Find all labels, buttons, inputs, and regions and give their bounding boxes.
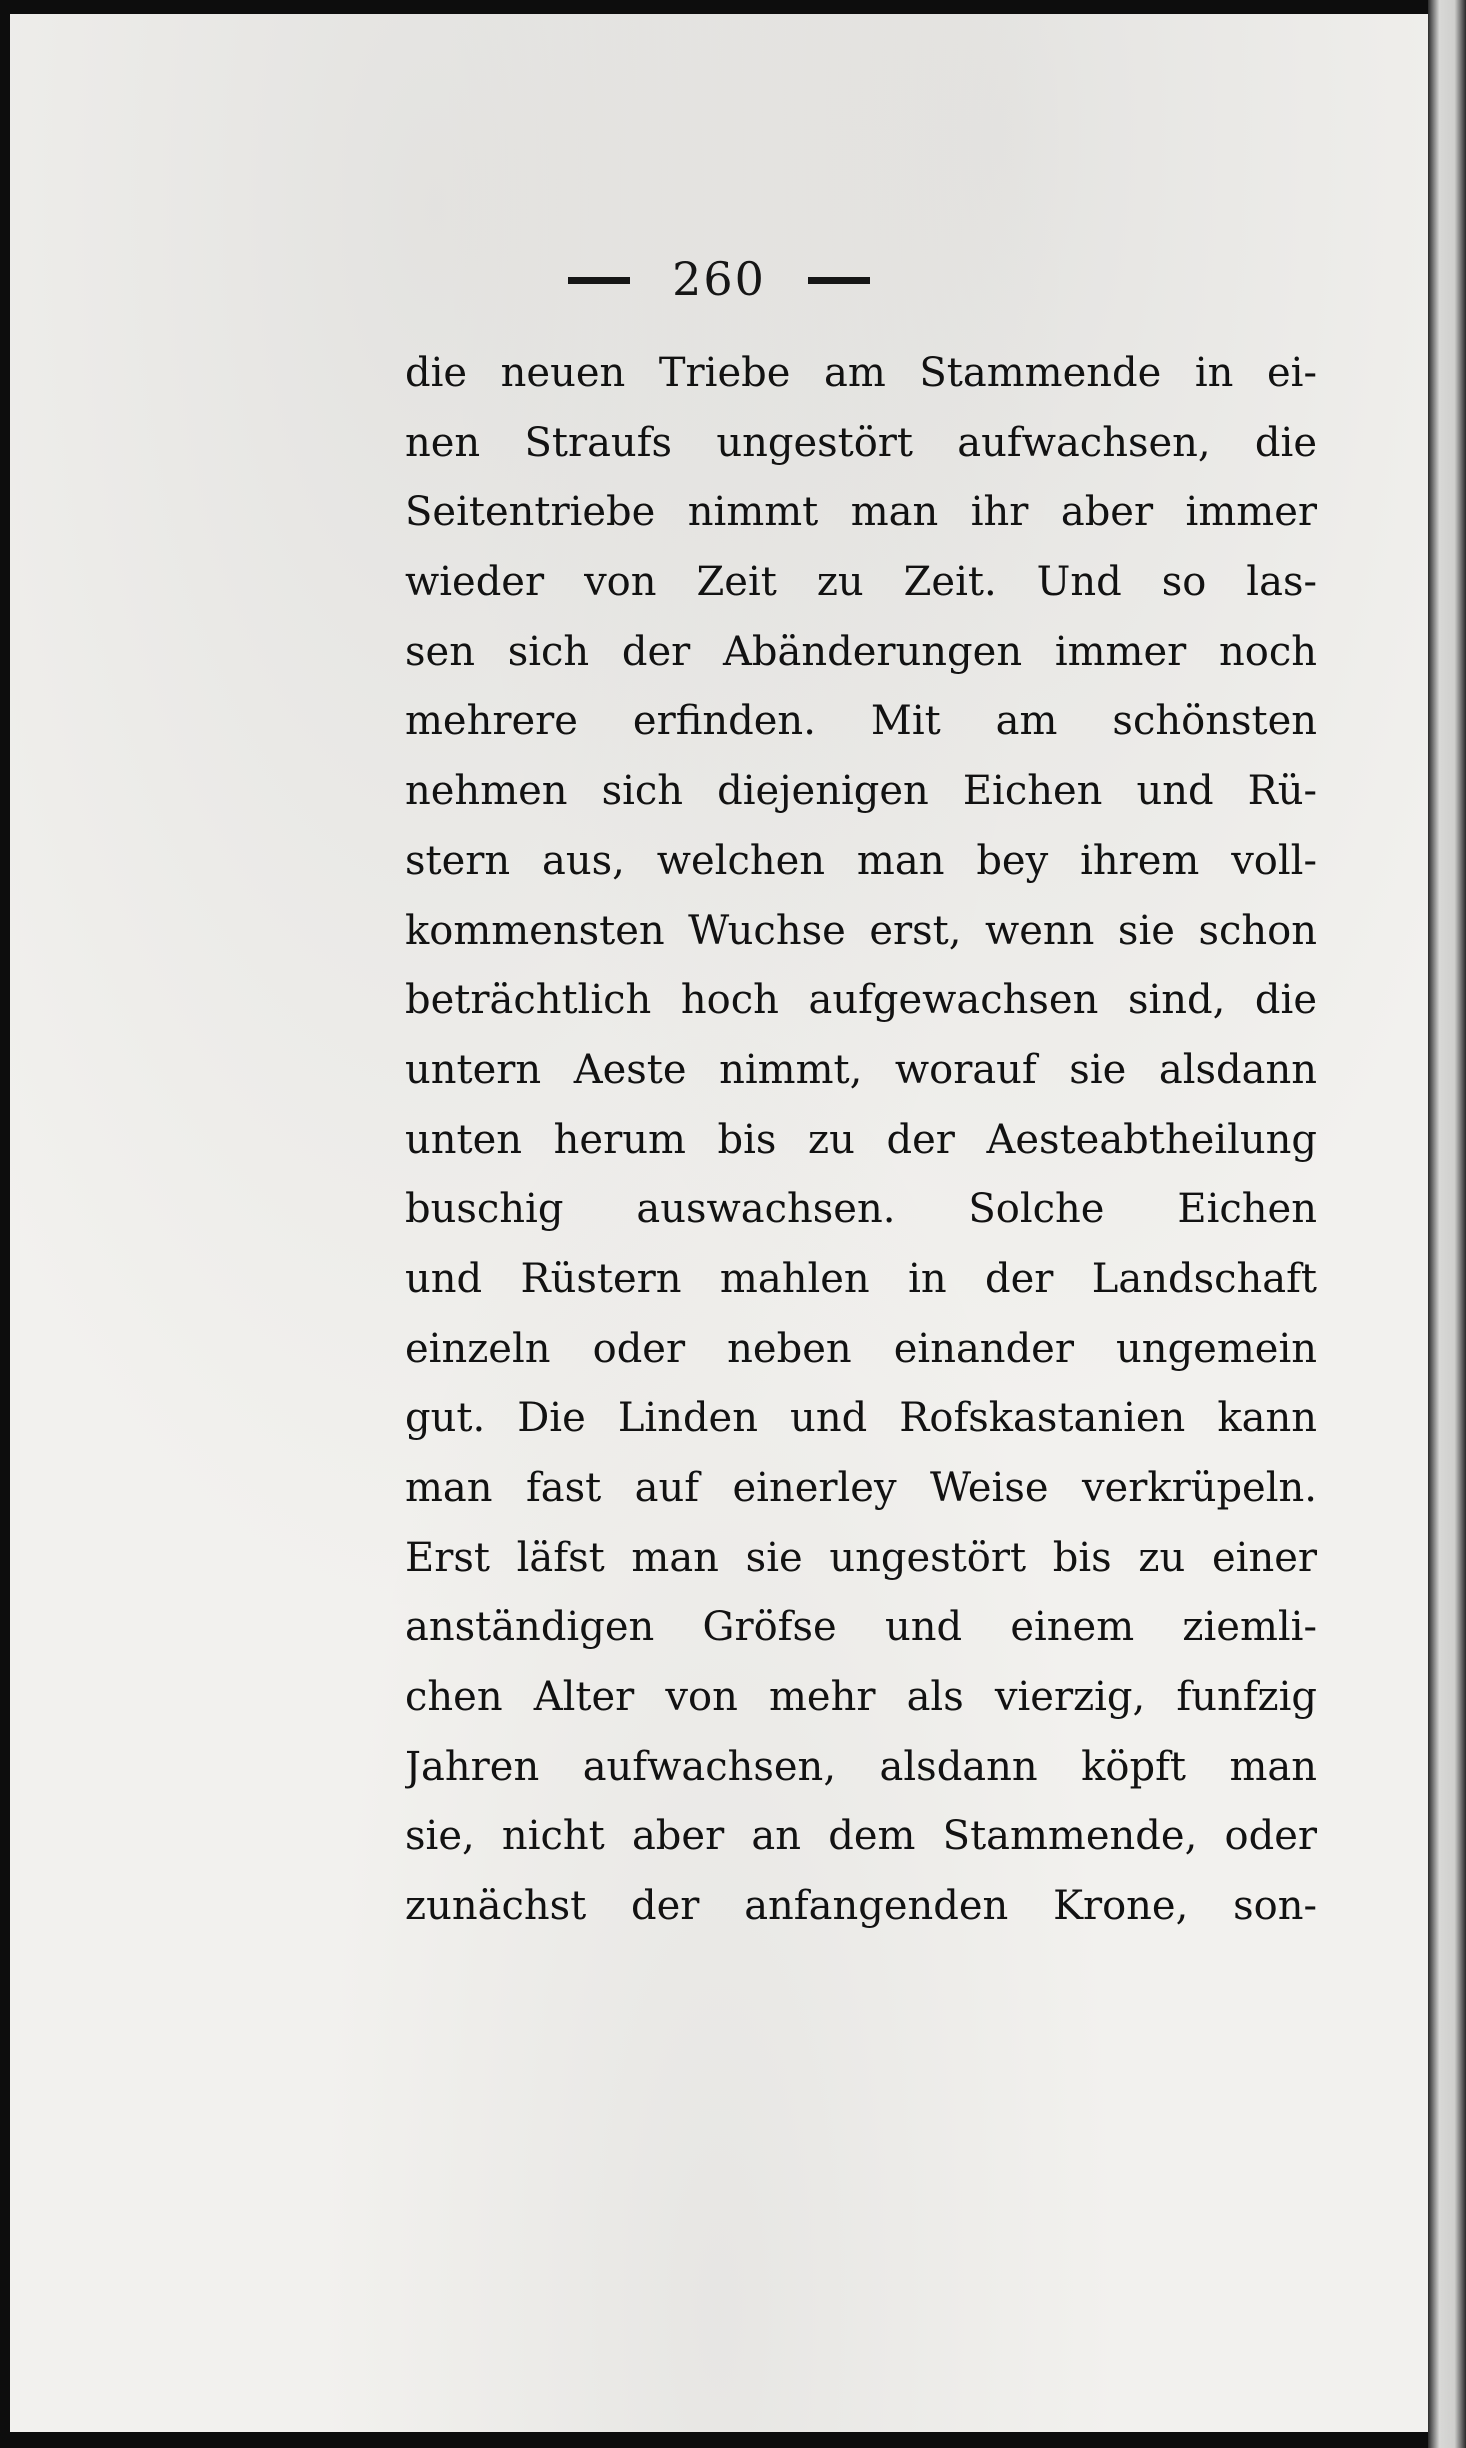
text-line: Seitentriebe nimmt man ihr aber immer	[405, 489, 1317, 536]
text-line: stern aus, welchen man bey ihrem voll-	[405, 837, 1317, 884]
text-line: zunächst der anfangenden Krone, son-	[405, 1883, 1317, 1930]
header-dash-left	[568, 277, 630, 284]
text-line: unten herum bis zu der Aesteabtheilung	[405, 1116, 1317, 1163]
header-dash-right	[808, 277, 870, 284]
text-line: gut. Die Linden und Rofskastanien kann	[405, 1395, 1317, 1442]
body-text	[405, 339, 1317, 1942]
book-page	[10, 14, 1428, 2432]
text-line: nen Straufs ungestört aufwachsen, die	[405, 419, 1317, 466]
text-line: und Rüstern mahlen in der Landschaft	[405, 1255, 1317, 1302]
text-line: man fast auf einerley Weise verkrüpeln.	[405, 1465, 1317, 1511]
text-line: mehrere erfinden. Mit am schönsten	[405, 698, 1317, 745]
text-line: Erst läfst man sie ungestört bis zu einer	[405, 1534, 1317, 1581]
text-line: sie, nicht aber an dem Stammende, oder	[405, 1813, 1317, 1860]
text-line: wieder von Zeit zu Zeit. Und so las-	[405, 559, 1317, 606]
text-line: untern Aeste nimmt, worauf sie alsdann	[405, 1046, 1317, 1093]
text-line: die neuen Triebe am Stammende in ei-	[405, 350, 1317, 396]
text-line: einzeln oder neben einander ungemein	[405, 1325, 1317, 1372]
text-line: buschig auswachsen. Solche Eichen	[405, 1186, 1317, 1233]
text-line: beträchtlich hoch aufgewachsen sind, die	[405, 977, 1317, 1024]
text-line: nehmen sich diejenigen Eichen und Rü-	[405, 768, 1317, 815]
text-line: chen Alter von mehr als vierzig, funfzig	[405, 1674, 1317, 1721]
text-line: Jahren aufwachsen, alsdann köpft man	[405, 1743, 1317, 1790]
text-line: anständigen Gröfse und einem ziemli-	[405, 1604, 1317, 1651]
page-header	[10, 252, 1428, 306]
text-line: kommensten Wuchse erst, wenn sie schon	[405, 907, 1317, 954]
text-line: sen sich der Abänderungen immer noch	[405, 628, 1317, 675]
page-number: 260	[672, 252, 766, 306]
adjacent-page-edge	[1428, 0, 1466, 2448]
